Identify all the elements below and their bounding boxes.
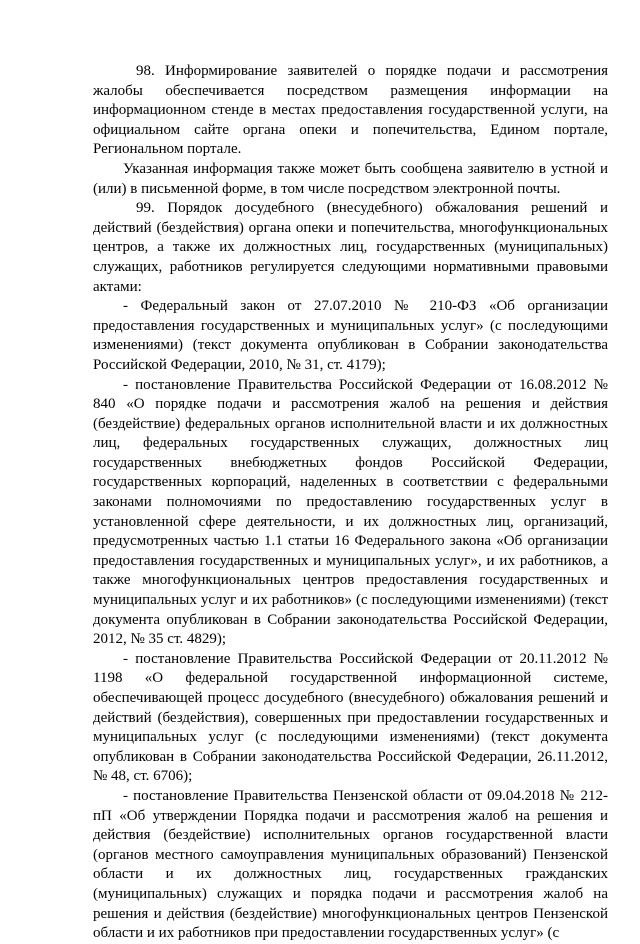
document-body	[93, 62, 608, 944]
paragraph-98: 98. Информирование заявителей о порядке подачи и рассмотрения жалобы обеспечивается посредством размещения информации на информационном стенде в местах предоставления государственной услуги, на официальном сайте органа опеки и попечительства, Едином портале, Региональном портале.	[93, 63, 608, 158]
list-item-federal-law-210: - Федеральный закон от 27.07.2010 № 210-ФЗ «Об организации предоставления государственных и муниципальных услуг» (с последующими изменениями) (текст документа опубликован в Собрании законодательства Российской Федерации, 2010, № 31, ст. 4179);	[93, 298, 608, 373]
list-item-resolution-1198: - постановление Правительства Российской Федерации от 20.11.2012 № 1198 «О федеральной государственной информационной системе, обеспечивающей процесс досудебного (внесудебного) обжалования решений и действий (бездействия), совершенных при предоставлении государственных и муниципальных услуг (с последующими изменениями) (текст документа опубликован в Собрании законодательства Российской Федерации, 26.11.2012, № 48, ст. 6706);	[93, 650, 608, 785]
list-item-resolution-212pp: - постановление Правительства Пензенской области от 09.04.2018 № 212-пП «Об утверждении Порядка подачи и рассмотрения жалоб на решения и действия (бездействие) исполнительных органов государственной власти (органов местного самоуправления муниципальных образований) Пензенской области и их должностных лиц, государственных гражданских (муниципальных) служащих и порядка подачи и рассмотрения жалоб на решения и действия (бездействие) многофункциональных центров Пензенской области и их работников при предоставлении государственных услуг» (с	[93, 787, 608, 942]
list-item-resolution-840: - постановление Правительства Российской Федерации от 16.08.2012 № 840 «О порядке подачи и рассмотрения жалоб на решения и действия (бездействие) федеральных органов исполнительной власти и их должностных лиц, федеральных государственных служащих, должностных лиц государственных внебюджетных фондов Российской Федерации, государственных корпораций, наделенных в соответствии с федеральными законами полномочиями по предоставлению государственных услуг в установленной сфере деятельности, и их должностных лиц, организаций, предусмотренных частью 1.1 статьи 16 Федерального закона «Об организации предоставления государственных и муниципальных услуг», и их работников, а также многофункциональных центров предоставления государственных и муниципальных услуг и их работников» (с последующими изменениями) (текст документа опубликован в Собрании законодательства Российской Федерации, 2012, № 35 ст. 4829);	[93, 376, 608, 648]
paragraph-contact-info: Указанная информация также может быть сообщена заявителю в устной и (или) в письменной форме, в том числе посредством электронной почты.	[93, 160, 608, 197]
paragraph-99: 99. Порядок досудебного (внесудебного) обжалования решений и действий (бездействия) органа опеки и попечительства, многофункциональных центров, а также их должностных лиц, государственных (муниципальных) служащих, работников регулируется следующими нормативными правовыми актами:	[93, 200, 608, 295]
